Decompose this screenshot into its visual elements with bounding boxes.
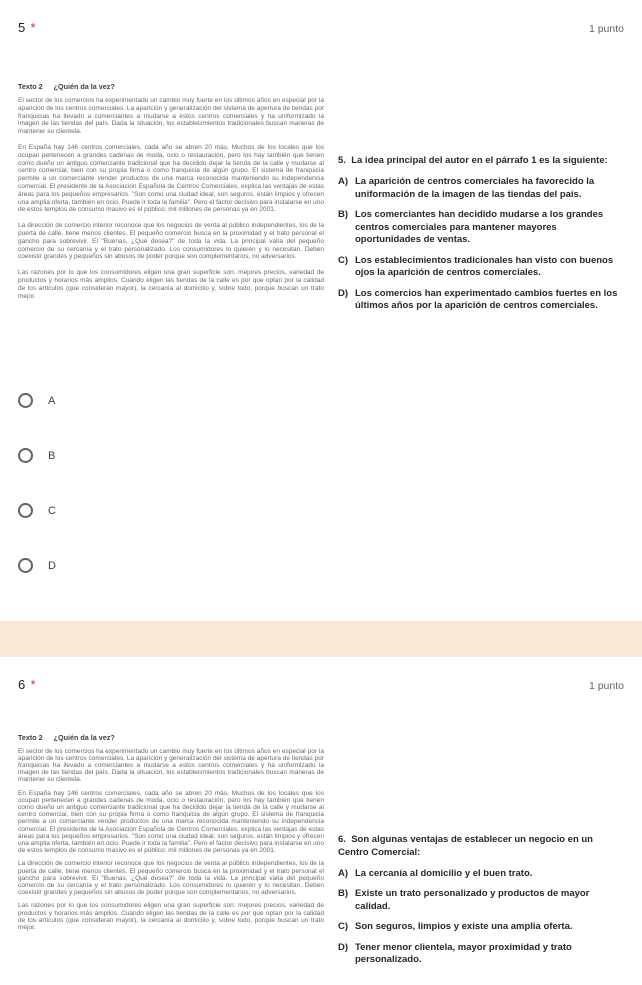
points-badge: 1 punto	[588, 23, 624, 35]
question-prompt: 6. Son algunas ventajas de establecer un negocio en un Centro Comercial:	[338, 833, 593, 858]
passage-title	[18, 82, 324, 91]
passage-title-label: Texto 2	[18, 732, 43, 742]
choice-text: Tener menor clientela, mayor proximidad y trato personalizado.	[355, 941, 572, 965]
choice-d	[338, 942, 624, 967]
points-badge: 1 punto	[588, 679, 624, 692]
passage-paragraph: Las razones por lo que los consumidores eligen una gran superficie son: mejores precios, variedad de productos y horarios más amplios. Cuando eligen las tiendas de la calle es por que optan por la calidad de los artículos (que consideran mayor), la cercanía al domicilio y, sobre todo, porque buscan un trato mejor.	[18, 269, 324, 300]
radio-option-label: C	[48, 504, 56, 517]
choice-letter: D)	[338, 941, 349, 953]
choice-letter: B)	[338, 209, 349, 220]
choice-letter: A)	[338, 867, 349, 879]
choice-letter: C)	[338, 254, 349, 266]
choice-letter: D)	[338, 287, 349, 299]
passage-paragraph: La dirección de comercio interior reconoce que los negocios de venta al público independientes, los de la puerta de calle, tiene menos clientes. El pequeño comercio busca en la proximidad y el trato personal el gancho para sobrevivir. El "Buenas, ¿Qué desea?" de toda la vida. La principal valía del pequeño comercio de su cercanía y el trato personalizado. Los consumidores lo quieren y lo necesitan. Deben coexistir grandes y pequeños sin abusos de poder porque son complementarios, no adversarios.	[18, 222, 324, 261]
question-5-number	[18, 20, 36, 35]
required-asterisk: *	[30, 676, 36, 692]
choice-text: Existe un trato personalizado y productos de mayor calidad.	[355, 888, 590, 912]
radio-button-icon[interactable]	[18, 503, 33, 518]
passage-paragraph: El sector de los comercios ha experimentado un cambio muy fuerte en los últimos años en especial por la aparición de los centros comerciales. La aparición y generalización del sistema de apertura de tiendas por franquicias ha llevado a comerciantes a mudarse a estos centros comerciales y ha uniformizado la imagen de las tiendas del país. Dada la situación, los establecimientos tradicionales buscan maneras de mantener su clientela.	[18, 747, 324, 784]
question-number-text: 5	[18, 20, 26, 35]
choice-a	[338, 176, 624, 201]
choice-text: Los establecimientos tradicionales han visto con buenos ojos la aparición de centros comerciales.	[355, 254, 614, 278]
question-6-header	[18, 677, 624, 693]
choice-text: Los comerciantes han decidido mudarse a los grandes centros comerciales para mantener mayores oportunidades de ventas.	[355, 209, 604, 245]
passage-paragraph: En España hay 146 centros comerciales, cada año se abren 20 más. Muchos de los locales que los ocupan pertenecen a grandes cadenas de moda, ocio o restauración, pero los hay también que tienen como dueño un antiguo comerciante tradicional que ha decidido dejar la tienda de la calle y mudarse al centro comercial, bien con su propia firma o como franquicia de algún grupo. El sistema de franquicia permite a un comerciante vender productos de una marca reconocida manteniendo su independencia comercial. El presidente de la Asociación Española de Centros Comerciales, explica las ventajas de estas áreas para los pequeños empresarios. "Son como una ciudad ideal, son seguros, están limpios y ofrecen una amplia oferta, también en ocio. Puede ir toda la familia". Pero el factor decisivo para instalarse en uno de estos templos de consumo masivo es el público: mil millones de personas ya en 2001.	[18, 789, 324, 855]
section-divider	[0, 621, 642, 657]
passage-paragraph: La dirección de comercio interior reconoce que los negocios de venta al público independientes, los de la puerta de calle, tiene menos clientes. El pequeño comercio busca en la proximidad y el trato personal el gancho para sobrevivir. El "Buenas, ¿Qué desea?" de toda la vida. La principal valía del pequeño comercio de su cercanía y el trato personalizado. Los consumidores lo quieren y lo necesitan. Deben coexistir grandes y pequeños sin abusos de poder porque son complementarios, no adversarios.	[18, 860, 324, 897]
answer-options-q5	[18, 391, 624, 621]
passage-paragraph: En España hay 146 centros comerciales, cada año se abren 20 más. Muchos de los locales que los ocupan pertenecen a grandes cadenas de moda, ocio o restauración, pero los hay también que tienen como dueño un antiguo comerciante tradicional que ha decidido dejar la tienda de la calle y mudarse al centro comercial, bien con su propia firma o como franquicia de algún grupo. El sistema de franquicia permite a un comerciante vender productos de una marca reconocida manteniendo su independencia comercial. El presidente de la Asociación Española de Centros Comerciales, explica las ventajas de estas áreas para los pequeños empresarios. "Son como una ciudad ideal, son seguros, están limpios y ofrecen una amplia oferta, también en ocio. Puede ir toda la familia". Pero el factor decisivo para instalarse en uno de estos templos de consumo masivo es el público: mil millones de personas ya en 2001.	[18, 143, 324, 214]
choice-letter: C)	[338, 921, 349, 932]
reading-passage	[18, 733, 324, 938]
question-card-6	[0, 657, 642, 975]
question-prompt: 5. La idea principal del autor en el párrafo 1 es la siguiente:	[338, 155, 608, 166]
radio-button-icon[interactable]	[18, 393, 33, 408]
choice-text: La aparición de centros comerciales ha favorecido la uniformación de la imagen de las tiendas del país.	[355, 176, 595, 200]
question-number-text: 6	[18, 676, 26, 692]
choice-letter: B)	[338, 888, 349, 899]
choice-letter: A)	[338, 176, 349, 187]
radio-option-b[interactable]	[18, 446, 138, 466]
radio-button-icon[interactable]	[18, 558, 33, 573]
passage-paragraph: Las razones por lo que los consumidores eligen una gran superficie son: mejores precios, variedad de productos y horarios más amplios. Cuando eligen las tiendas de la calle es por que optan por la calidad de los artículos (que consideran mayor), la cercanía al domicilio y, sobre todo, porque buscan un trato mejor.	[18, 902, 324, 931]
question-6-number	[18, 677, 36, 692]
radio-option-a[interactable]	[18, 391, 138, 411]
radio-option-d[interactable]	[18, 556, 138, 576]
choice-d	[338, 288, 624, 313]
question-5-body	[18, 82, 624, 321]
passage-paragraph: El sector de los comercios ha experimentado un cambio muy fuerte en los últimos años en especial por la aparición de los centros comerciales. La aparición y generalización del sistema de apertura de tiendas por franquicias ha llevado a comerciantes a mudarse a estos centros comerciales y ha uniformizado la imagen de las tiendas del país. Dada la situación, los establecimientos tradicionales buscan maneras de mantener su clientela.	[18, 97, 324, 136]
choice-text: La cercanía al domicilio y el buen trato.	[355, 867, 533, 879]
choice-a	[338, 868, 624, 881]
passage-title	[18, 733, 324, 742]
radio-option-label: D	[48, 559, 56, 572]
choice-c	[338, 255, 624, 280]
choice-text: Los comercios han experimentado cambios fuertes en los últimos años por la aparición de centros comerciales.	[355, 287, 618, 311]
radio-option-c[interactable]	[18, 501, 138, 521]
choice-c	[338, 921, 624, 934]
choice-text: Son seguros, limpios y existe una amplia oferta.	[355, 921, 573, 932]
passage-title-label: Texto 2	[18, 82, 43, 91]
question-6-body	[18, 733, 624, 975]
radio-button-icon[interactable]	[18, 448, 33, 463]
passage-title-question: ¿Quién da la vez?	[53, 732, 115, 742]
radio-option-label: B	[48, 449, 56, 462]
reading-passage	[18, 82, 324, 308]
required-asterisk: *	[30, 20, 36, 35]
passage-title-question: ¿Quién da la vez?	[53, 82, 115, 91]
choice-b	[338, 888, 624, 913]
question-5-header	[18, 20, 624, 36]
question-5-text-block	[338, 82, 624, 321]
choice-b	[338, 209, 624, 247]
radio-option-label: A	[48, 394, 56, 407]
question-6-text-block	[338, 733, 624, 975]
